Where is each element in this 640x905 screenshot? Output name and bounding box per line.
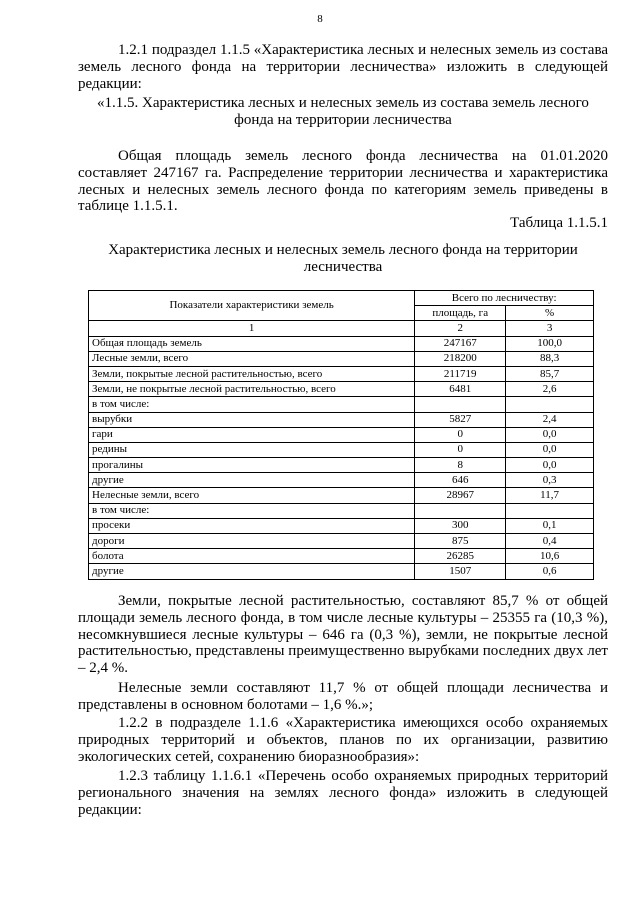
- col-header-area: площадь, га: [415, 306, 506, 321]
- row-area: 300: [415, 518, 506, 533]
- land-characteristics-table: [88, 290, 594, 580]
- row-percent: 10,6: [506, 549, 594, 564]
- row-area: 218200: [415, 351, 506, 366]
- row-area: 26285: [415, 549, 506, 564]
- col-number-1: 1: [89, 321, 415, 336]
- row-percent: 0,0: [506, 458, 594, 473]
- row-area: 8: [415, 458, 506, 473]
- paragraph-1: 1.2.1 подраздел 1.1.5 «Характеристика лесных и нелесных земель из состава земель лесного фонда на территории лесничества» изложить в следующей редакции:: [78, 42, 608, 92]
- paragraph-4: Нелесные земли составляют 11,7 % от общей площади лесничества и представлены в основном болотами – 1,6 %.»;: [78, 680, 608, 713]
- row-area: 0: [415, 427, 506, 442]
- table-row: [89, 427, 594, 442]
- row-label: Общая площадь земель: [89, 336, 415, 351]
- table-row: [89, 397, 594, 412]
- row-percent: 11,7: [506, 488, 594, 503]
- row-percent: 0,0: [506, 427, 594, 442]
- col-header-group: Всего по лесничеству:: [415, 291, 594, 306]
- row-label: в том числе:: [89, 397, 415, 412]
- col-header-percent: %: [506, 306, 594, 321]
- row-area: 1507: [415, 564, 506, 579]
- row-percent: 0,6: [506, 564, 594, 579]
- row-label: другие: [89, 473, 415, 488]
- table-row: [89, 351, 594, 366]
- table-row: [89, 534, 594, 549]
- table-row: [89, 549, 594, 564]
- table-row: [89, 488, 594, 503]
- row-percent: 0,0: [506, 442, 594, 457]
- table-title: Характеристика лесных и нелесных земель лесного фонда на территории лесничества: [108, 242, 578, 275]
- row-label: Лесные земли, всего: [89, 351, 415, 366]
- row-label: в том числе:: [89, 503, 415, 518]
- row-label: гари: [89, 427, 415, 442]
- row-area: 247167: [415, 336, 506, 351]
- paragraph-5: 1.2.2 в подразделе 1.1.6 «Характеристика имеющихся особо охраняемых природных территорий и объектов, планов по их организации, развитию экологических сетей, сохранению биоразнообразия»:: [78, 715, 608, 765]
- row-percent: 0,3: [506, 473, 594, 488]
- table-label: Таблица 1.1.5.1: [510, 215, 608, 231]
- paragraph-3: Земли, покрытые лесной растительностью, составляют 85,7 % от общей площади земель лесного фонда, в том числе лесные культуры – 25355 га (10,3 %), несомкнувшиеся лесные культуры – 646 га (0,3 %), земли, не покрытые лесной растительностью, представлены преимущественно вырубками последних двух лет – 2,4 %.: [78, 593, 608, 677]
- paragraph-2: Общая площадь земель лесного фонда лесничества на 01.01.2020 составляет 247167 га. Распределение территории лесничества и характеристика лесных и нелесных земель лесного фонда по категориям земель приведены в таблице 1.1.5.1.: [78, 148, 608, 215]
- row-percent: 88,3: [506, 351, 594, 366]
- row-label: вырубки: [89, 412, 415, 427]
- table-row: [89, 382, 594, 397]
- table-row: [89, 564, 594, 579]
- table-row: [89, 366, 594, 381]
- row-percent: [506, 397, 594, 412]
- row-label: редины: [89, 442, 415, 457]
- col-header-indicators: Показатели характеристики земель: [89, 291, 415, 321]
- row-area: 5827: [415, 412, 506, 427]
- row-label: прогалины: [89, 458, 415, 473]
- row-area: [415, 397, 506, 412]
- page-number: 8: [317, 13, 323, 25]
- section-heading: «1.1.5. Характеристика лесных и нелесных земель из состава земель лесного фонда на территории лесничества: [97, 95, 589, 128]
- row-area: 646: [415, 473, 506, 488]
- col-number-2: 2: [415, 321, 506, 336]
- table-row: [89, 442, 594, 457]
- row-area: 875: [415, 534, 506, 549]
- col-number-3: 3: [506, 321, 594, 336]
- row-label: Земли, покрытые лесной растительностью, всего: [89, 366, 415, 381]
- table-row: [89, 336, 594, 351]
- row-label: просеки: [89, 518, 415, 533]
- table-row: [89, 412, 594, 427]
- paragraph-6: 1.2.3 таблицу 1.1.6.1 «Перечень особо охраняемых природных территорий регионального значения на землях лесного фонда» изложить в следующей редакции:: [78, 768, 608, 818]
- row-percent: 0,4: [506, 534, 594, 549]
- row-area: 0: [415, 442, 506, 457]
- table-body: [89, 336, 594, 579]
- row-label: болота: [89, 549, 415, 564]
- row-area: 28967: [415, 488, 506, 503]
- table-row: [89, 458, 594, 473]
- table-row: [89, 503, 594, 518]
- row-area: 6481: [415, 382, 506, 397]
- row-percent: 2,6: [506, 382, 594, 397]
- row-label: Нелесные земли, всего: [89, 488, 415, 503]
- row-percent: 100,0: [506, 336, 594, 351]
- row-percent: [506, 503, 594, 518]
- row-area: [415, 503, 506, 518]
- row-area: 211719: [415, 366, 506, 381]
- row-percent: 85,7: [506, 366, 594, 381]
- row-label: дороги: [89, 534, 415, 549]
- row-label: Земли, не покрытые лесной растительностью, всего: [89, 382, 415, 397]
- row-percent: 2,4: [506, 412, 594, 427]
- row-percent: 0,1: [506, 518, 594, 533]
- table-row: [89, 518, 594, 533]
- table-row: [89, 473, 594, 488]
- row-label: другие: [89, 564, 415, 579]
